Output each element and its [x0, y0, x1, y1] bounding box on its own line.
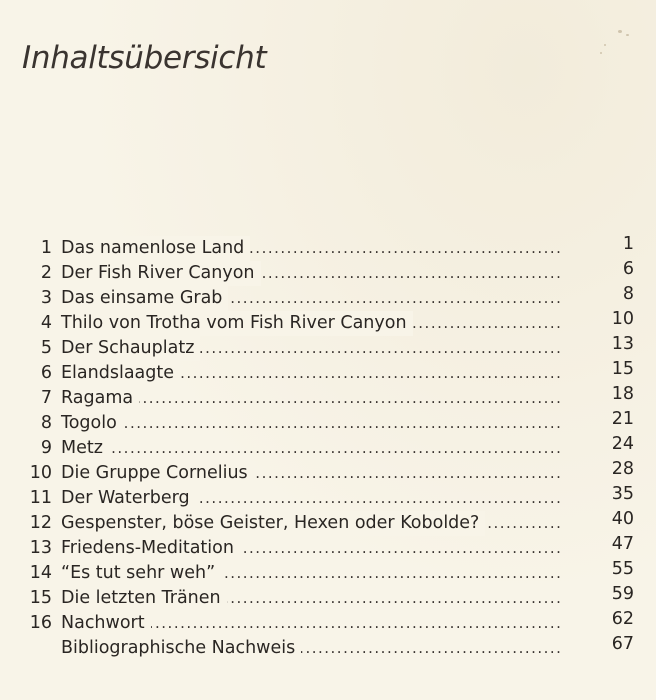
paper-speck — [618, 30, 622, 33]
chapter-number: 7 — [40, 388, 52, 408]
chapter-number: 3 — [40, 288, 52, 308]
chapter-title: Gespenster, böse Geister, Hexen oder Kobolde? — [61, 511, 485, 536]
page-number: 21 — [611, 409, 634, 429]
toc-entry — [0, 361, 656, 386]
toc-entry — [0, 536, 656, 561]
toc-entry — [0, 486, 656, 511]
chapter-title: Das namenlose Land — [61, 236, 250, 261]
toc-entry — [0, 461, 656, 486]
chapter-number: 10 — [29, 463, 52, 483]
chapter-title: “Es tut sehr weh” — [61, 561, 221, 586]
chapter-title: Friedens-Meditation — [61, 536, 240, 561]
paper-speck — [600, 52, 602, 54]
dot-leader — [61, 411, 560, 436]
toc-entry — [0, 286, 656, 311]
toc-entry — [0, 586, 656, 611]
page-number: 28 — [611, 459, 634, 479]
chapter-title: Thilo von Trotha vom Fish River Canyon — [61, 311, 413, 336]
toc-entry — [0, 386, 656, 411]
chapter-title: Das einsame Grab — [61, 286, 228, 311]
toc-entry — [0, 611, 656, 636]
chapter-number: 13 — [29, 538, 52, 558]
page-number: 47 — [611, 534, 634, 554]
page-number: 6 — [622, 259, 634, 279]
chapter-title: Der Waterberg — [61, 486, 196, 511]
chapter-number: 11 — [29, 488, 52, 508]
chapter-number: 2 — [40, 263, 52, 283]
page-number: 13 — [611, 334, 634, 354]
chapter-title: Metz — [61, 436, 109, 461]
dot-leader — [61, 436, 560, 461]
page-number: 10 — [611, 309, 634, 329]
toc-entry — [0, 311, 656, 336]
chapter-number: 4 — [40, 313, 52, 333]
chapter-title: Der Schauplatz — [61, 336, 200, 361]
page-number: 35 — [611, 484, 634, 504]
chapter-title: Ragama — [61, 386, 139, 411]
toc-entry — [0, 636, 656, 661]
page-number: 24 — [611, 434, 634, 454]
chapter-number: 1 — [40, 238, 52, 258]
chapter-number: 8 — [40, 413, 52, 433]
page-title: Inhaltsübersicht — [22, 40, 267, 76]
chapter-number: 14 — [29, 563, 52, 583]
chapter-title: Togolo — [61, 411, 123, 436]
chapter-number: 12 — [29, 513, 52, 533]
paper-speck — [626, 34, 629, 36]
page-number: 67 — [611, 634, 634, 654]
toc-entry — [0, 436, 656, 461]
chapter-title: Die Gruppe Cornelius — [61, 461, 254, 486]
page-number: 8 — [622, 284, 634, 304]
chapter-title: Die letzten Tränen — [61, 586, 227, 611]
table-of-contents — [0, 236, 656, 661]
chapter-title: Elandslaagte — [61, 361, 180, 386]
page-number: 15 — [611, 359, 634, 379]
chapter-number: 16 — [29, 613, 52, 633]
chapter-number: 15 — [29, 588, 52, 608]
page-number: 55 — [611, 559, 634, 579]
chapter-number: 9 — [40, 438, 52, 458]
page-number: 59 — [611, 584, 634, 604]
toc-entry — [0, 261, 656, 286]
toc-entry — [0, 411, 656, 436]
page-number: 1 — [622, 234, 634, 254]
chapter-title: Nachwort — [61, 611, 151, 636]
paper-speck — [604, 44, 606, 46]
chapter-title: Bibliographische Nachweis — [61, 636, 301, 661]
chapter-title: Der Fish River Canyon — [61, 261, 261, 286]
chapter-number: 6 — [40, 363, 52, 383]
toc-entry — [0, 236, 656, 261]
toc-entry — [0, 561, 656, 586]
chapter-number: 5 — [40, 338, 52, 358]
page-number: 40 — [611, 509, 634, 529]
toc-entry — [0, 511, 656, 536]
page-number: 62 — [611, 609, 634, 629]
toc-entry — [0, 336, 656, 361]
page-number: 18 — [611, 384, 634, 404]
